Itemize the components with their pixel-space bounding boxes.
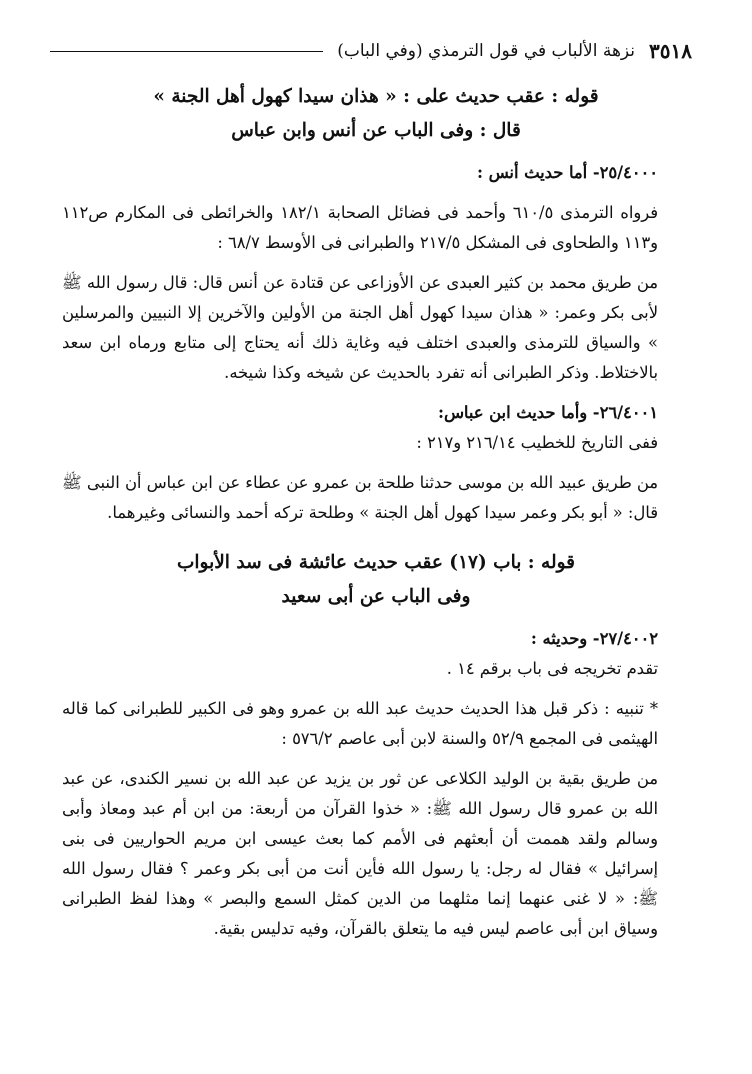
running-title: نزهة الألباب في قول الترمذي (وفي الباب) xyxy=(337,41,636,61)
section-heading: قال : وفى الباب عن أنس وابن عباس xyxy=(231,120,521,141)
note-paragraph: * تنبيه : ذكر قبل هذا الحديث حديث عبد الله بن عمرو وهو فى الكبير للطبرانى كما قاله الهيثمى فى المجمع ٥٢/٩ والسنة لابن أبى عاصم ٥٧٦/٢ : xyxy=(62,699,658,748)
header-rule xyxy=(50,51,323,52)
paragraph: من طريق بقية بن الوليد الكلاعى عن ثور بن يزيد عن عبد الله بن نسير الكندى، عن عبد الله بن عمرو قال رسول الله ﷺ: « خذوا القرآن من أربعة: من ابن أم عبد ومعاذ وأبى وسالم ولقد هممت أن أبعثهم فى الأمم كما بعث عيسى ابن مريم الحواريين فى بنى إسرائيل » فقال له رجل: يا رسول الله فأين أنت من أبى بكر وعمر ؟ فقال رسول الله ﷺ: « لا غنى عنهما إنما مثلهما من الدين كمثل السمع والبصر » وهذا لفظ الطبرانى وسياق ابن أبى عاصم ليس فيه ما يتعلق بالقرآن، وفيه تدليس بقية. xyxy=(62,769,658,938)
page-content xyxy=(62,80,690,1054)
page-number: ٣٥١٨ xyxy=(649,39,692,63)
section-heading: قوله : عقب حديث على : « هذان سيدا كهول أهل الجنة » xyxy=(153,86,599,107)
paragraph: من طريق عبيد الله بن موسى حدثنا طلحة بن عمرو عن عطاء عن ابن عباس أن النبى ﷺ قال: « أبو بكر وعمر سيدا كهول أهل الجنة » وطلحة تركه أحمد والنسائى وغيرهما. xyxy=(62,473,658,522)
paragraph: تقدم تخريجه فى باب برقم ١٤ . xyxy=(446,659,658,678)
paragraph: من طريق محمد بن كثير العبدى عن الأوزاعى عن قتادة عن أنس قال: قال رسول الله ﷺ لأبى بكر وعمر: « هذان سيدا كهول أهل الجنة من الأولين والآخرين إلا النبيين والمرسلين » والسياق للترمذى والعبدى اختلف فيه وغاية ذلك أنه يحتاج إلى متابع ورماه ابن سعد بالاختلاط. وذكر الطبرانى أنه تفرد بالحديث عن شيخه وكذا شيخه. xyxy=(62,273,658,382)
hadith-subheading: ٢٥/٤٠٠٠- أما حديث أنس : xyxy=(476,163,658,182)
paragraph: فرواه الترمذى ٦١٠/٥ وأحمد فى فضائل الصحابة ١٨٢/١ والخرائطى فى المكارم ص١١٢ و١١٣ والطحاوى فى المشكل ٢١٧/٥ والطبرانى فى الأوسط ٦٨/٧ : xyxy=(62,203,658,252)
section-heading: وفى الباب عن أبى سعيد xyxy=(281,586,471,607)
hadith-subheading: ٢٦/٤٠٠١- وأما حديث ابن عباس: xyxy=(438,403,658,422)
section-heading: قوله : باب (١٧) عقب حديث عائشة فى سد الأبواب xyxy=(176,552,576,573)
paragraph: ففى التاريخ للخطيب ٢١٦/١٤ و٢١٧ : xyxy=(416,433,658,452)
page-header xyxy=(50,36,692,66)
hadith-subheading: ٢٧/٤٠٠٢- وحديثه : xyxy=(530,629,658,648)
